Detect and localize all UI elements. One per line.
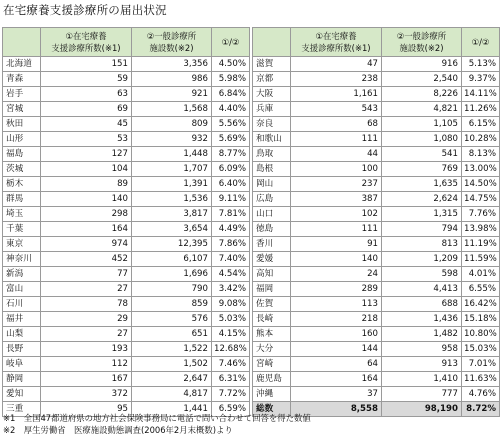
prefecture-cell: 埼玉 (3, 207, 41, 222)
prefecture-cell: 青森 (3, 72, 41, 87)
ratio-cell: 9.11% (212, 192, 250, 207)
home-care-clinic-count-cell: 24 (291, 267, 382, 282)
ratio-cell: 8.77% (212, 147, 250, 162)
home-care-clinic-count-cell: 452 (41, 252, 132, 267)
right-table-body (253, 57, 500, 417)
header-ratio: ①/② (462, 28, 500, 57)
header-col1-line2: 支援診療所数(※1) (51, 43, 121, 53)
home-care-clinic-count-cell: 127 (41, 147, 132, 162)
home-care-clinic-count-cell: 91 (291, 237, 382, 252)
table-row (253, 87, 500, 102)
ratio-cell: 6.09% (212, 162, 250, 177)
table-row (3, 267, 250, 282)
prefecture-cell: 群馬 (3, 192, 41, 207)
right-table (252, 27, 500, 417)
prefecture-cell: 山形 (3, 132, 41, 147)
home-care-clinic-count-cell: 89 (41, 177, 132, 192)
general-clinic-count-cell: 6,107 (132, 252, 212, 267)
table-row (253, 162, 500, 177)
home-care-clinic-count-cell: 69 (41, 102, 132, 117)
table-header-row (3, 28, 250, 57)
home-care-clinic-count-cell: 112 (41, 357, 132, 372)
home-care-clinic-count-cell: 59 (41, 72, 132, 87)
ratio-cell: 4.40% (212, 102, 250, 117)
table-row (3, 237, 250, 252)
home-care-clinic-count-cell: 151 (41, 57, 132, 72)
prefecture-cell: 広島 (253, 192, 291, 207)
general-clinic-count-cell: 1,209 (382, 252, 462, 267)
table-row (3, 327, 250, 342)
ratio-cell: 15.03% (462, 342, 500, 357)
home-care-clinic-count-cell: 113 (291, 297, 382, 312)
general-clinic-count-cell: 98,190 (382, 402, 462, 417)
home-care-clinic-count-cell: 164 (41, 222, 132, 237)
prefecture-cell: 兵庫 (253, 102, 291, 117)
home-care-clinic-count-cell: 102 (291, 207, 382, 222)
general-clinic-count-cell: 2,624 (382, 192, 462, 207)
ratio-cell: 11.26% (462, 102, 500, 117)
table-row (3, 87, 250, 102)
table-row (253, 222, 500, 237)
home-care-clinic-count-cell: 44 (291, 147, 382, 162)
general-clinic-count-cell: 1,482 (382, 327, 462, 342)
header-home-care-clinics (291, 28, 382, 57)
prefecture-cell: 長崎 (253, 312, 291, 327)
home-care-clinic-count-cell: 77 (41, 267, 132, 282)
prefecture-cell: 福岡 (253, 282, 291, 297)
general-clinic-count-cell: 4,821 (382, 102, 462, 117)
home-care-clinic-count-cell: 53 (41, 132, 132, 147)
general-clinic-count-cell: 921 (132, 87, 212, 102)
table-row (253, 387, 500, 402)
header-col1-line1: ①在宅療養 (315, 31, 357, 41)
home-care-clinic-count-cell: 100 (291, 162, 382, 177)
ratio-cell: 6.40% (212, 177, 250, 192)
prefecture-cell: 佐賀 (253, 297, 291, 312)
prefecture-cell: 長野 (3, 342, 41, 357)
ratio-cell: 11.19% (462, 237, 500, 252)
general-clinic-count-cell: 576 (132, 312, 212, 327)
ratio-cell: 6.31% (212, 372, 250, 387)
general-clinic-count-cell: 794 (382, 222, 462, 237)
prefecture-cell: 茨城 (3, 162, 41, 177)
prefecture-cell: 京都 (253, 72, 291, 87)
general-clinic-count-cell: 688 (382, 297, 462, 312)
general-clinic-count-cell: 1,080 (382, 132, 462, 147)
general-clinic-count-cell: 1,502 (132, 357, 212, 372)
table-row (253, 372, 500, 387)
ratio-cell: 6.15% (462, 117, 500, 132)
table-row (3, 117, 250, 132)
general-clinic-count-cell: 1,568 (132, 102, 212, 117)
home-care-clinic-count-cell: 218 (291, 312, 382, 327)
home-care-clinic-count-cell: 111 (291, 222, 382, 237)
table-row (253, 342, 500, 357)
footnote-2: ※2 厚生労働省 医療施設動態調査(2006年2月末概数)より (3, 425, 233, 435)
prefecture-cell: 大分 (253, 342, 291, 357)
prefecture-cell: 愛媛 (253, 252, 291, 267)
home-care-clinic-count-cell: 140 (291, 252, 382, 267)
ratio-cell: 13.98% (462, 222, 500, 237)
table-row (253, 267, 500, 282)
table-row (253, 192, 500, 207)
prefecture-cell: 東京 (3, 237, 41, 252)
home-care-clinic-count-cell: 27 (41, 282, 132, 297)
ratio-cell: 5.13% (462, 57, 500, 72)
prefecture-cell: 岡山 (253, 177, 291, 192)
ratio-cell: 7.01% (462, 357, 500, 372)
ratio-cell: 15.18% (462, 312, 500, 327)
general-clinic-count-cell: 1,441 (132, 402, 212, 417)
ratio-cell: 5.56% (212, 117, 250, 132)
general-clinic-count-cell: 2,540 (382, 72, 462, 87)
ratio-cell: 12.68% (212, 342, 250, 357)
prefecture-cell: 鳥取 (253, 147, 291, 162)
general-clinic-count-cell: 4,413 (382, 282, 462, 297)
header-prefecture (3, 28, 41, 57)
home-care-clinic-count-cell: 37 (291, 387, 382, 402)
ratio-cell: 7.72% (212, 387, 250, 402)
home-care-clinic-count-cell: 68 (291, 117, 382, 132)
general-clinic-count-cell: 4,817 (132, 387, 212, 402)
ratio-cell: 8.72% (462, 402, 500, 417)
home-care-clinic-count-cell: 238 (291, 72, 382, 87)
ratio-cell: 7.86% (212, 237, 250, 252)
general-clinic-count-cell: 1,410 (382, 372, 462, 387)
header-col1-line2: 支援診療所数(※1) (301, 43, 371, 53)
home-care-clinic-count-cell: 387 (291, 192, 382, 207)
home-care-clinic-count-cell: 372 (41, 387, 132, 402)
table-row (3, 312, 250, 327)
table-row (3, 252, 250, 267)
table-row (3, 192, 250, 207)
general-clinic-count-cell: 3,817 (132, 207, 212, 222)
ratio-cell: 4.54% (212, 267, 250, 282)
ratio-cell: 5.69% (212, 132, 250, 147)
general-clinic-count-cell: 1,105 (382, 117, 462, 132)
home-care-clinic-count-cell: 167 (41, 372, 132, 387)
ratio-cell: 4.76% (462, 387, 500, 402)
home-care-clinic-count-cell: 45 (41, 117, 132, 132)
prefecture-cell: 熊本 (253, 327, 291, 342)
table-row (253, 297, 500, 312)
ratio-cell: 11.59% (462, 252, 500, 267)
prefecture-cell: 山口 (253, 207, 291, 222)
general-clinic-count-cell: 1,391 (132, 177, 212, 192)
table-row (3, 207, 250, 222)
home-care-clinic-count-cell: 193 (41, 342, 132, 357)
home-care-clinic-count-cell: 29 (41, 312, 132, 327)
ratio-cell: 13.00% (462, 162, 500, 177)
general-clinic-count-cell: 769 (382, 162, 462, 177)
ratio-cell: 10.80% (462, 327, 500, 342)
table-row (253, 72, 500, 87)
prefecture-cell: 宮崎 (253, 357, 291, 372)
table-row (253, 147, 500, 162)
left-table-body (3, 57, 250, 417)
home-care-clinic-count-cell: 237 (291, 177, 382, 192)
general-clinic-count-cell: 3,356 (132, 57, 212, 72)
general-clinic-count-cell: 8,226 (382, 87, 462, 102)
header-general-clinics (132, 28, 212, 57)
ratio-cell: 4.01% (462, 267, 500, 282)
prefecture-cell: 鹿児島 (253, 372, 291, 387)
ratio-cell: 7.40% (212, 252, 250, 267)
home-care-clinic-count-cell: 298 (41, 207, 132, 222)
prefecture-cell: 岩手 (3, 87, 41, 102)
left-table (2, 27, 250, 417)
ratio-cell: 5.98% (212, 72, 250, 87)
home-care-clinic-count-cell: 543 (291, 102, 382, 117)
home-care-clinic-count-cell: 289 (291, 282, 382, 297)
ratio-cell: 4.50% (212, 57, 250, 72)
ratio-cell: 9.08% (212, 297, 250, 312)
header-prefecture (253, 28, 291, 57)
prefecture-cell: 北海道 (3, 57, 41, 72)
prefecture-cell: 総数 (253, 402, 291, 417)
table-row (3, 342, 250, 357)
general-clinic-count-cell: 12,395 (132, 237, 212, 252)
general-clinic-count-cell: 3,654 (132, 222, 212, 237)
table-row (3, 102, 250, 117)
home-care-clinic-count-cell: 140 (41, 192, 132, 207)
table-row (3, 57, 250, 72)
general-clinic-count-cell: 813 (382, 237, 462, 252)
ratio-cell: 7.76% (462, 207, 500, 222)
table-row (3, 297, 250, 312)
prefecture-cell: 愛知 (3, 387, 41, 402)
general-clinic-count-cell: 809 (132, 117, 212, 132)
ratio-cell: 4.15% (212, 327, 250, 342)
table-row (253, 327, 500, 342)
prefecture-cell: 島根 (253, 162, 291, 177)
table-row (3, 147, 250, 162)
home-care-clinic-count-cell: 27 (41, 327, 132, 342)
general-clinic-count-cell: 777 (382, 387, 462, 402)
home-care-clinic-count-cell: 95 (41, 402, 132, 417)
prefecture-cell: 神奈川 (3, 252, 41, 267)
header-home-care-clinics (41, 28, 132, 57)
prefecture-cell: 沖縄 (253, 387, 291, 402)
home-care-clinic-count-cell: 64 (291, 357, 382, 372)
home-care-clinic-count-cell: 974 (41, 237, 132, 252)
prefecture-cell: 高知 (253, 267, 291, 282)
ratio-cell: 6.59% (212, 402, 250, 417)
home-care-clinic-count-cell: 160 (291, 327, 382, 342)
prefecture-cell: 富山 (3, 282, 41, 297)
ratio-cell: 14.11% (462, 87, 500, 102)
ratio-cell: 6.84% (212, 87, 250, 102)
general-clinic-count-cell: 2,647 (132, 372, 212, 387)
home-care-clinic-count-cell: 164 (291, 372, 382, 387)
prefecture-cell: 岐阜 (3, 357, 41, 372)
table-row (253, 57, 500, 72)
ratio-cell: 14.75% (462, 192, 500, 207)
ratio-cell: 7.46% (212, 357, 250, 372)
table-row (3, 72, 250, 87)
prefecture-cell: 新潟 (3, 267, 41, 282)
ratio-cell: 5.03% (212, 312, 250, 327)
general-clinic-count-cell: 790 (132, 282, 212, 297)
table-header-row (253, 28, 500, 57)
home-care-clinic-count-cell: 1,161 (291, 87, 382, 102)
general-clinic-count-cell: 1,436 (382, 312, 462, 327)
general-clinic-count-cell: 1,448 (132, 147, 212, 162)
header-col1-line1: ①在宅療養 (65, 31, 107, 41)
prefecture-cell: 滋賀 (253, 57, 291, 72)
general-clinic-count-cell: 1,707 (132, 162, 212, 177)
table-row (253, 357, 500, 372)
prefecture-cell: 栃木 (3, 177, 41, 192)
table-row (3, 372, 250, 387)
page-title: 在宅療養支援診療所の届出状況 (3, 3, 167, 17)
general-clinic-count-cell: 1,536 (132, 192, 212, 207)
table-row (3, 177, 250, 192)
header-col2-line1: ②一般診療所 (396, 31, 447, 41)
ratio-cell: 14.50% (462, 177, 500, 192)
table-row (253, 237, 500, 252)
general-clinic-count-cell: 1,635 (382, 177, 462, 192)
table-row (253, 252, 500, 267)
prefecture-cell: 宮城 (3, 102, 41, 117)
home-care-clinic-count-cell: 111 (291, 132, 382, 147)
table-row (253, 177, 500, 192)
general-clinic-count-cell: 859 (132, 297, 212, 312)
prefecture-cell: 和歌山 (253, 132, 291, 147)
ratio-cell: 8.13% (462, 147, 500, 162)
prefecture-cell: 三重 (3, 402, 41, 417)
header-col2-line2: 施設数(※2) (399, 43, 444, 53)
header-col2-line2: 施設数(※2) (149, 43, 194, 53)
prefecture-cell: 秋田 (3, 117, 41, 132)
table-row (253, 117, 500, 132)
footnotes (3, 412, 311, 436)
ratio-cell: 9.37% (462, 72, 500, 87)
ratio-cell: 7.81% (212, 207, 250, 222)
general-clinic-count-cell: 1,315 (382, 207, 462, 222)
general-clinic-count-cell: 598 (382, 267, 462, 282)
home-care-clinic-count-cell: 47 (291, 57, 382, 72)
prefecture-cell: 奈良 (253, 117, 291, 132)
home-care-clinic-count-cell: 63 (41, 87, 132, 102)
prefecture-cell: 山梨 (3, 327, 41, 342)
general-clinic-count-cell: 986 (132, 72, 212, 87)
general-clinic-count-cell: 651 (132, 327, 212, 342)
prefecture-cell: 福井 (3, 312, 41, 327)
prefecture-cell: 静岡 (3, 372, 41, 387)
ratio-cell: 4.49% (212, 222, 250, 237)
table-row (3, 387, 250, 402)
table-row (3, 357, 250, 372)
prefecture-cell: 千葉 (3, 222, 41, 237)
prefecture-cell: 香川 (253, 237, 291, 252)
ratio-cell: 10.28% (462, 132, 500, 147)
table-row (3, 132, 250, 147)
table-row (253, 102, 500, 117)
home-care-clinic-count-cell: 78 (41, 297, 132, 312)
header-ratio: ①/② (212, 28, 250, 57)
table-row (253, 282, 500, 297)
left-table-container (2, 27, 249, 417)
header-general-clinics (382, 28, 462, 57)
general-clinic-count-cell: 1,696 (132, 267, 212, 282)
prefecture-cell: 福島 (3, 147, 41, 162)
header-col2-line1: ②一般診療所 (146, 31, 197, 41)
ratio-cell: 16.42% (462, 297, 500, 312)
ratio-cell: 3.42% (212, 282, 250, 297)
table-row (253, 132, 500, 147)
general-clinic-count-cell: 1,522 (132, 342, 212, 357)
table-row (253, 207, 500, 222)
table-row (3, 282, 250, 297)
home-care-clinic-count-cell: 104 (41, 162, 132, 177)
table-row (253, 312, 500, 327)
general-clinic-count-cell: 541 (382, 147, 462, 162)
prefecture-cell: 石川 (3, 297, 41, 312)
footnote-1: ※1 全国47都道府県の地方社会保険事務局に電話で問い合わせて回答を得た数値 (3, 413, 311, 423)
right-table-container (252, 27, 499, 417)
table-row (3, 222, 250, 237)
ratio-cell: 6.55% (462, 282, 500, 297)
general-clinic-count-cell: 958 (382, 342, 462, 357)
general-clinic-count-cell: 932 (132, 132, 212, 147)
home-care-clinic-count-cell: 8,558 (291, 402, 382, 417)
home-care-clinic-count-cell: 144 (291, 342, 382, 357)
general-clinic-count-cell: 913 (382, 357, 462, 372)
general-clinic-count-cell: 916 (382, 57, 462, 72)
prefecture-cell: 大阪 (253, 87, 291, 102)
table-row (3, 162, 250, 177)
prefecture-cell: 徳島 (253, 222, 291, 237)
ratio-cell: 11.63% (462, 372, 500, 387)
